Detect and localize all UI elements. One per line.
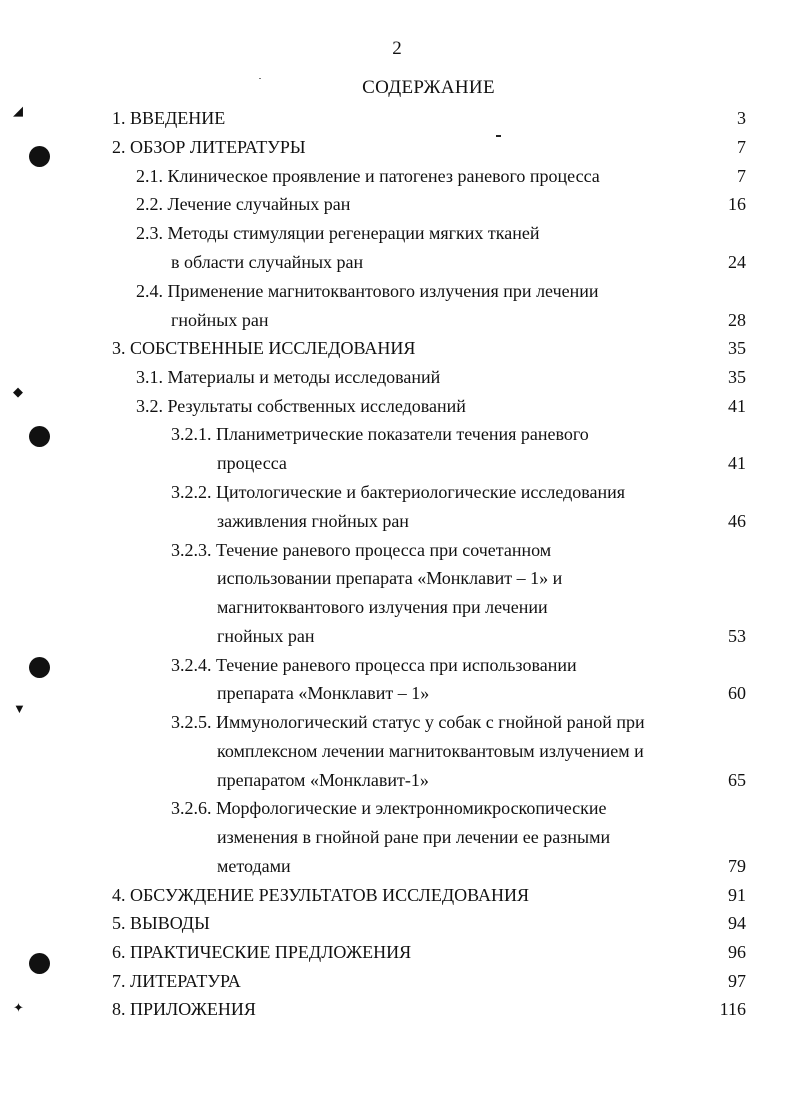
- toc-page-number: 91: [728, 885, 746, 905]
- toc-page-number: 79: [728, 856, 746, 876]
- toc-entry-3-2-3: 3.2.3. Течение раневого процесса при сочетанном: [171, 540, 552, 560]
- toc-entry-3-2-5-continued: препаратом «Монклавит-1»: [217, 770, 429, 790]
- toc-entry-3-2-1: 3.2.1. Планиметрические показатели течения раневого: [171, 424, 589, 444]
- toc-page-number: 65: [728, 770, 746, 790]
- page-number: 2: [392, 38, 402, 59]
- toc-entry-3-2-3-continued: использовании препарата «Монклавит – 1» и: [217, 568, 563, 588]
- page-title: СОДЕРЖАНИЕ: [362, 77, 495, 98]
- toc-entry-3-2-4-continued: препарата «Монклавит – 1»: [217, 683, 430, 703]
- toc-entry-3-2-4: 3.2.4. Течение раневого процесса при использовании: [171, 655, 577, 675]
- toc-page-number: 3: [737, 108, 746, 128]
- toc-page-number: 53: [728, 626, 746, 646]
- toc-entry-3-2-2: 3.2.2. Цитологические и бактериологические исследования: [171, 482, 626, 502]
- toc-page-number: 94: [728, 913, 746, 933]
- scan-speck: ✦: [13, 1000, 24, 1015]
- toc-entry-2-2: 2.2. Лечение случайных ран: [136, 194, 351, 214]
- toc-entry-3-2-3-continued: магнитоквантового излучения при лечении: [217, 597, 548, 617]
- toc-entry-3-2-1-continued: процесса: [217, 453, 287, 473]
- scan-speck: ▼: [13, 701, 26, 716]
- toc-entry-conclusions: 5. ВЫВОДЫ: [112, 913, 210, 933]
- toc-entry-3-2: 3.2. Результаты собственных исследований: [136, 396, 466, 416]
- toc-page-number: 24: [728, 252, 746, 272]
- toc-entry-3-2-6: 3.2.6. Морфологические и электронномикроскопические: [171, 798, 607, 818]
- scan-speck: ◢: [13, 103, 23, 118]
- toc-entry-3-1: 3.1. Материалы и методы исследований: [136, 367, 441, 387]
- toc-page-number: 7: [737, 137, 746, 157]
- toc-entry-practical-proposals: 6. ПРАКТИЧЕСКИЕ ПРЕДЛОЖЕНИЯ: [112, 942, 412, 962]
- toc-entry-appendices: 8. ПРИЛОЖЕНИЯ: [112, 999, 256, 1019]
- toc-entry-own-research: 3. СОБСТВЕННЫЕ ИССЛЕДОВАНИЯ: [112, 338, 416, 358]
- toc-entry-2-3-continued: в области случайных ран: [171, 252, 364, 272]
- toc-entry-2-1: 2.1. Клиническое проявление и патогенез раневого процесса: [136, 166, 600, 186]
- toc-entry-3-2-6-continued: методами: [217, 856, 291, 876]
- toc-page-number: 41: [728, 396, 746, 416]
- toc-entry-3-2-3-continued: гнойных ран: [217, 626, 315, 646]
- toc-page-number: 97: [728, 971, 746, 991]
- toc-entry-literature-review: 2. ОБЗОР ЛИТЕРАТУРЫ: [112, 137, 306, 157]
- toc-page-number: 116: [719, 999, 746, 1019]
- toc-entry-3-2-6-continued: изменения в гнойной ране при лечении ее разными: [217, 827, 611, 847]
- toc-entry-introduction: 1. ВВЕДЕНИЕ: [112, 108, 226, 128]
- toc-entry-3-2-2-continued: заживления гнойных ран: [217, 511, 409, 531]
- toc-page-number: 60: [728, 683, 746, 703]
- toc-entry-literature: 7. ЛИТЕРАТУРА: [112, 971, 241, 991]
- toc-entry-3-2-5-continued: комплексном лечении магнитоквантовым излучением и: [217, 741, 644, 761]
- toc-page-number: 35: [728, 338, 746, 358]
- toc-page-number: 7: [737, 166, 746, 186]
- toc-page-number: 28: [728, 310, 746, 330]
- toc-entry-discussion: 4. ОБСУЖДЕНИЕ РЕЗУЛЬТАТОВ ИССЛЕДОВАНИЯ: [112, 885, 530, 905]
- toc-page-number: 16: [728, 194, 746, 214]
- toc-page-number: 46: [728, 511, 746, 531]
- toc-entry-3-2-5: 3.2.5. Иммунологический статус у собак с гнойной раной при: [171, 712, 645, 732]
- toc-page-number: 35: [728, 367, 746, 387]
- toc-entry-2-4: 2.4. Применение магнитоквантового излучения при лечении: [136, 281, 599, 301]
- toc-entry-2-4-continued: гнойных ран: [171, 310, 269, 330]
- toc-page-number: 41: [728, 453, 746, 473]
- toc-entry-2-3: 2.3. Методы стимуляции регенерации мягких тканей: [136, 223, 540, 243]
- scan-speck: ◆: [13, 384, 23, 399]
- toc-page-number: 96: [728, 942, 746, 962]
